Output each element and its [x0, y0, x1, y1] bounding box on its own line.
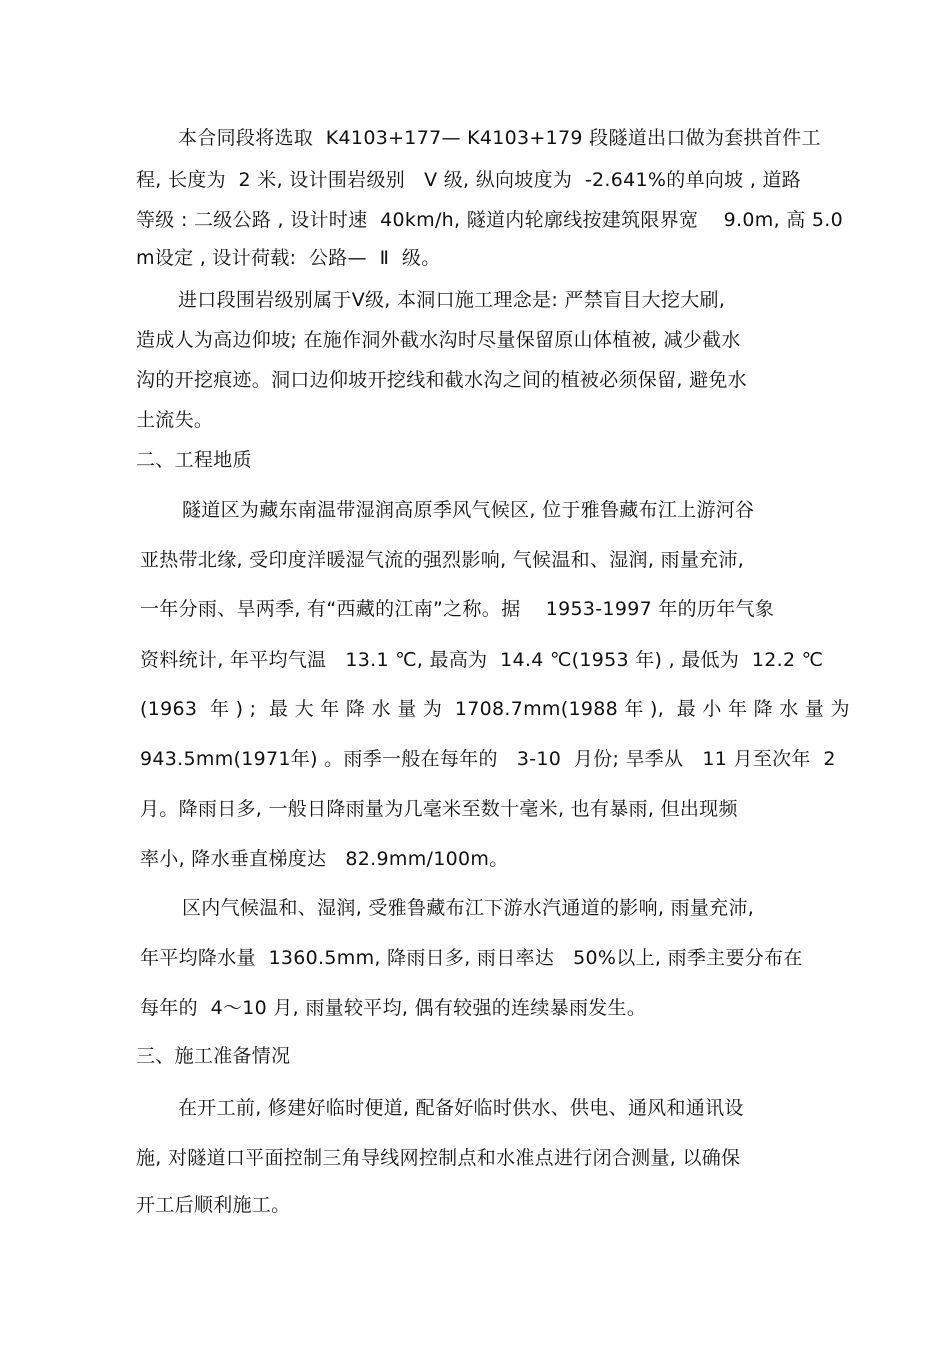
p4-line-2: 年平均降水量 1360.5mm, 降雨日多, 雨日率达 50%以上, 雨季主要分布在 — [140, 947, 803, 969]
p2-line-4: 土流失。 — [136, 409, 214, 431]
p3-line-3: 一年分雨、旱两季, 有“西藏的江南”之称。据 1953-1997 年的历年气象 — [140, 598, 775, 620]
p1-line-4: m设定 , 设计荷载: 公路— Ⅱ 级。 — [136, 247, 441, 269]
p2-line-3: 沟的开挖痕迹。洞口边仰坡开挖线和截水沟之间的植被必须保留, 避免水 — [136, 369, 747, 391]
p5-line-1: 在开工前, 修建好临时便道, 配备好临时供水、供电、通风和通讯设 — [178, 1097, 744, 1119]
p4-line-1: 区内气候温和、湿润, 受雅鲁藏布江下游水汽通道的影响, 雨量充沛, — [182, 897, 755, 919]
p1-line-2: 程, 长度为 2 米, 设计围岩级别 V 级, 纵向坡度为 -2.641%的单向坡 , 道路 — [136, 169, 802, 191]
p3-line-6: 943.5mm(1971年) 。雨季一般在每年的 3-10 月份; 旱季从 11 月至次年 2 — [140, 748, 836, 770]
p3-line-7: 月。降雨日多, 一般日降雨量为几毫米至数十毫米, 也有暴雨, 但出现频 — [140, 798, 738, 820]
p3-line-1: 隧道区为藏东南温带湿润高原季风气候区, 位于雅鲁藏布江上游河谷 — [182, 499, 755, 521]
p1-line-3: 等级 : 二级公路 , 设计时速 40km/h, 隧道内轮廓线按建筑限界宽 9.0m, 高 5.0 — [136, 209, 844, 231]
p3-line-4: 资料统计, 年平均气温 13.1 ℃, 最高为 14.4 ℃(1953 年) , 最低为 12.2 ℃ — [140, 649, 824, 671]
p3-line-2: 亚热带北缘, 受印度洋暖湿气流的强烈影响, 气候温和、湿润, 雨量充沛, — [140, 549, 745, 571]
p2-line-1: 进口段围岩级别属于Ⅴ级, 本洞口施工理念是: 严禁盲目大挖大刷, — [178, 289, 726, 311]
p2-line-2: 造成人为高边仰坡; 在施作洞外截水沟时尽量保留原山体植被, 减少截水 — [136, 329, 741, 351]
p5-line-2: 施, 对隧道口平面控制三角导线网控制点和水准点进行闭合测量, 以确保 — [136, 1147, 741, 1169]
section-heading-geology: 二、工程地质 — [136, 449, 252, 471]
p5-line-3: 开工后顺利施工。 — [136, 1194, 291, 1216]
p1-line-1: 本合同段将选取 K4103+177— K4103+179 段隧道出口做为套拱首件工 — [178, 127, 821, 149]
p3-line-5: (1963 年 ) ; 最 大 年 降 水 量 为 1708.7mm(1988 年 ), 最 小 年 降 水 量 为 — [140, 698, 850, 720]
p4-line-3: 每年的 4～10 月, 雨量较平均, 偶有较强的连续暴雨发生。 — [140, 997, 647, 1019]
p3-line-8: 率小, 降水垂直梯度达 82.9mm/100m。 — [140, 848, 509, 870]
section-heading-preparation: 三、施工准备情况 — [136, 1045, 291, 1067]
